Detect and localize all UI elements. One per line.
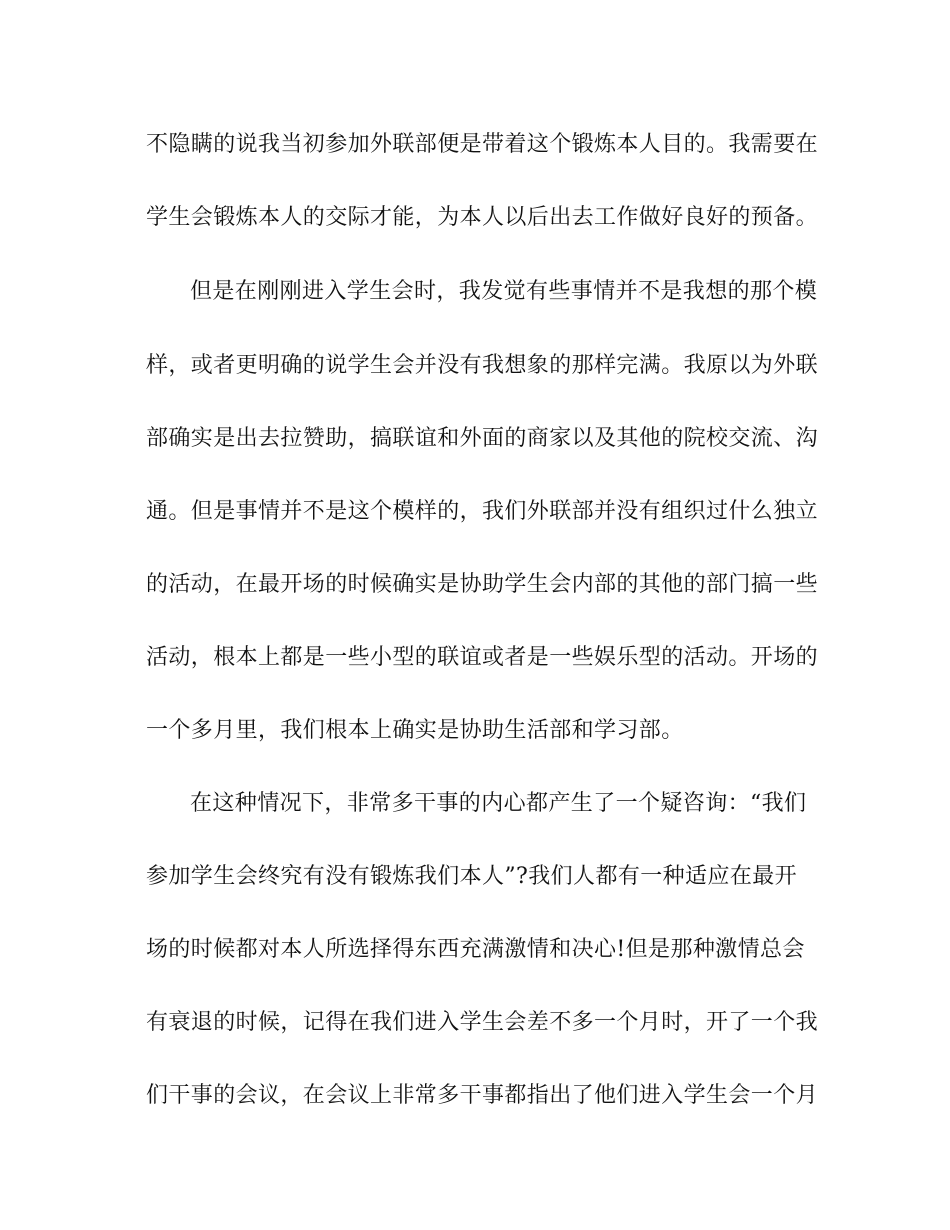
text-line: 的活动，在最开场的时候确实是协助学生会内部的其他的部门搞一些 (146, 572, 819, 597)
text-line: 样，或者更明确的说学生会并没有我想象的那样完满。我原以为外联 (146, 353, 819, 378)
text-line: 参加学生会终究有没有锻炼我们本人”?我们人都有一种适应在最开 (146, 864, 798, 889)
paragraph-start-line: 但是在刚刚进入学生会时，我发觉有些事情并不是我想的那个模 (190, 279, 818, 304)
text-line: 部确实是出去拉赞助，搞联谊和外面的商家以及其他的院校交流、沟 (146, 426, 819, 451)
text-line: 有衰退的时候，记得在我们进入学生会差不多一个月时，开了一个我 (146, 1010, 819, 1035)
text-line: 们干事的会议，在会议上非常多干事都指出了他们进入学生会一个月 (146, 1083, 819, 1108)
text-line: 通。但是事情并不是这个模样的，我们外联部并没有组织过什么独立 (146, 499, 819, 524)
text-line: 一个多月里，我们根本上确实是协助生活部和学习部。 (146, 718, 684, 743)
text-line: 活动，根本上都是一些小型的联谊或者是一些娱乐型的活动。开场的 (146, 645, 819, 670)
text-line: 学生会锻炼本人的交际才能，为本人以后出去工作做好良好的预备。 (146, 205, 819, 230)
text-line: 不隐瞒的说我当初参加外联部便是带着这个锻炼本人目的。我需要在 (146, 132, 819, 157)
text-line: 场的时候都对本人所选择得东西充满激情和决心!但是那种激情总会 (146, 937, 805, 962)
paragraph-start-line: 在这种情况下，非常多干事的内心都产生了一个疑咨询：“我们 (190, 791, 807, 816)
